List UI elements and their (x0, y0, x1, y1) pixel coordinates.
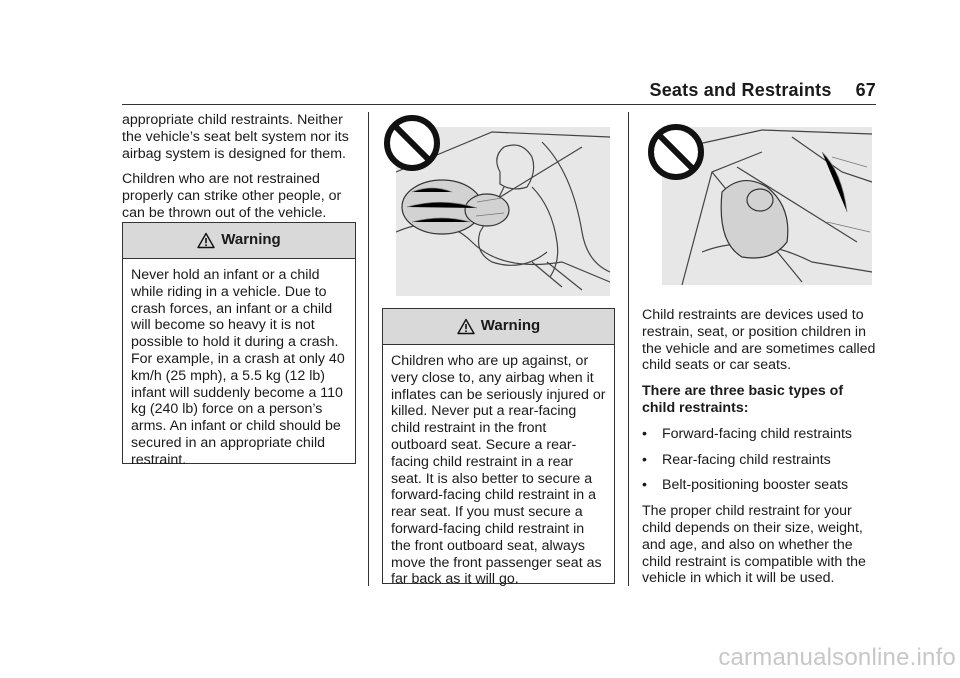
paragraph: appropriate child restraints. Neither the vehicle’s seat belt system nor its airbag system is designed for them. (122, 112, 349, 162)
column-divider (368, 112, 369, 586)
warning-header (383, 309, 614, 345)
column-1 (122, 112, 357, 231)
warning-body: Children who are up against, or very close to, any airbag when it inflates can be seriously injured or killed. Never put a rear-facing child restraint in the front outboard seat. Secure a rear-facing child restraint in a rear seat. It is also better to secure a forward-facing child restraint in a rear seat. If you must secure a forward-facing child restraint in the front outboard seat, always move the front passenger seat as far back as it will go. (391, 353, 606, 588)
page-header (640, 80, 876, 101)
bullet: • (642, 451, 647, 468)
list-item-text: Forward-facing child restraints (662, 425, 853, 442)
list-item (642, 426, 876, 443)
illustration-rear-facing-seat-airbag (642, 112, 874, 288)
prohibition-icon (646, 122, 710, 186)
warning-box-infant (122, 222, 356, 468)
list-item (642, 452, 876, 469)
list-item-text: Rear-facing child restraints (662, 451, 831, 468)
watermark: carmanualsonline.info (718, 644, 956, 671)
intro-paragraph: Child restraints are devices used to restrain, seat, or position children in the vehicle and are sometimes called child seats or car seats. (642, 307, 876, 374)
warning-title: Warning (221, 231, 281, 249)
section-title: Seats and Restraints (649, 80, 832, 100)
header-rule (122, 104, 876, 105)
prohibition-icon (382, 112, 446, 176)
warning-triangle-icon (197, 232, 215, 249)
warning-body: Never hold an infant or a child while riding in a vehicle. Due to crash forces, an infant or a child will become so heavy it is not possible to hold it during a crash. For example, in a crash at only 40 km/h (25 mph), a 5.5 kg (12 lb) infant will suddenly become a 110 kg (240 lb) force on a person’s arms. An infant or child should be secured in an appropriate child restraint. (131, 267, 345, 468)
list-item (642, 477, 876, 494)
bullet: • (642, 477, 647, 494)
warning-box-airbag (382, 308, 615, 588)
list-item-text: Belt-positioning booster seats (662, 477, 849, 494)
illustration-held-infant-airbag (382, 112, 612, 298)
warning-header (123, 223, 355, 259)
page-number: 67 (855, 80, 876, 100)
types-list (642, 426, 876, 494)
types-heading: There are three basic types of child restraints: (642, 383, 844, 416)
warning-title: Warning (480, 317, 541, 335)
closing-paragraph: The proper child restraint for your child depends on their size, weight, and age, and also on whether the child restraint is compatible with the vehicle in which it will be used. (642, 503, 866, 587)
warning-triangle-icon (457, 318, 475, 335)
paragraph: Children who are not restrained properly can strike other people, or can be thrown out of the vehicle. (122, 171, 342, 221)
column-divider (628, 112, 629, 586)
bullet: • (642, 425, 647, 442)
column-3 (642, 307, 876, 596)
